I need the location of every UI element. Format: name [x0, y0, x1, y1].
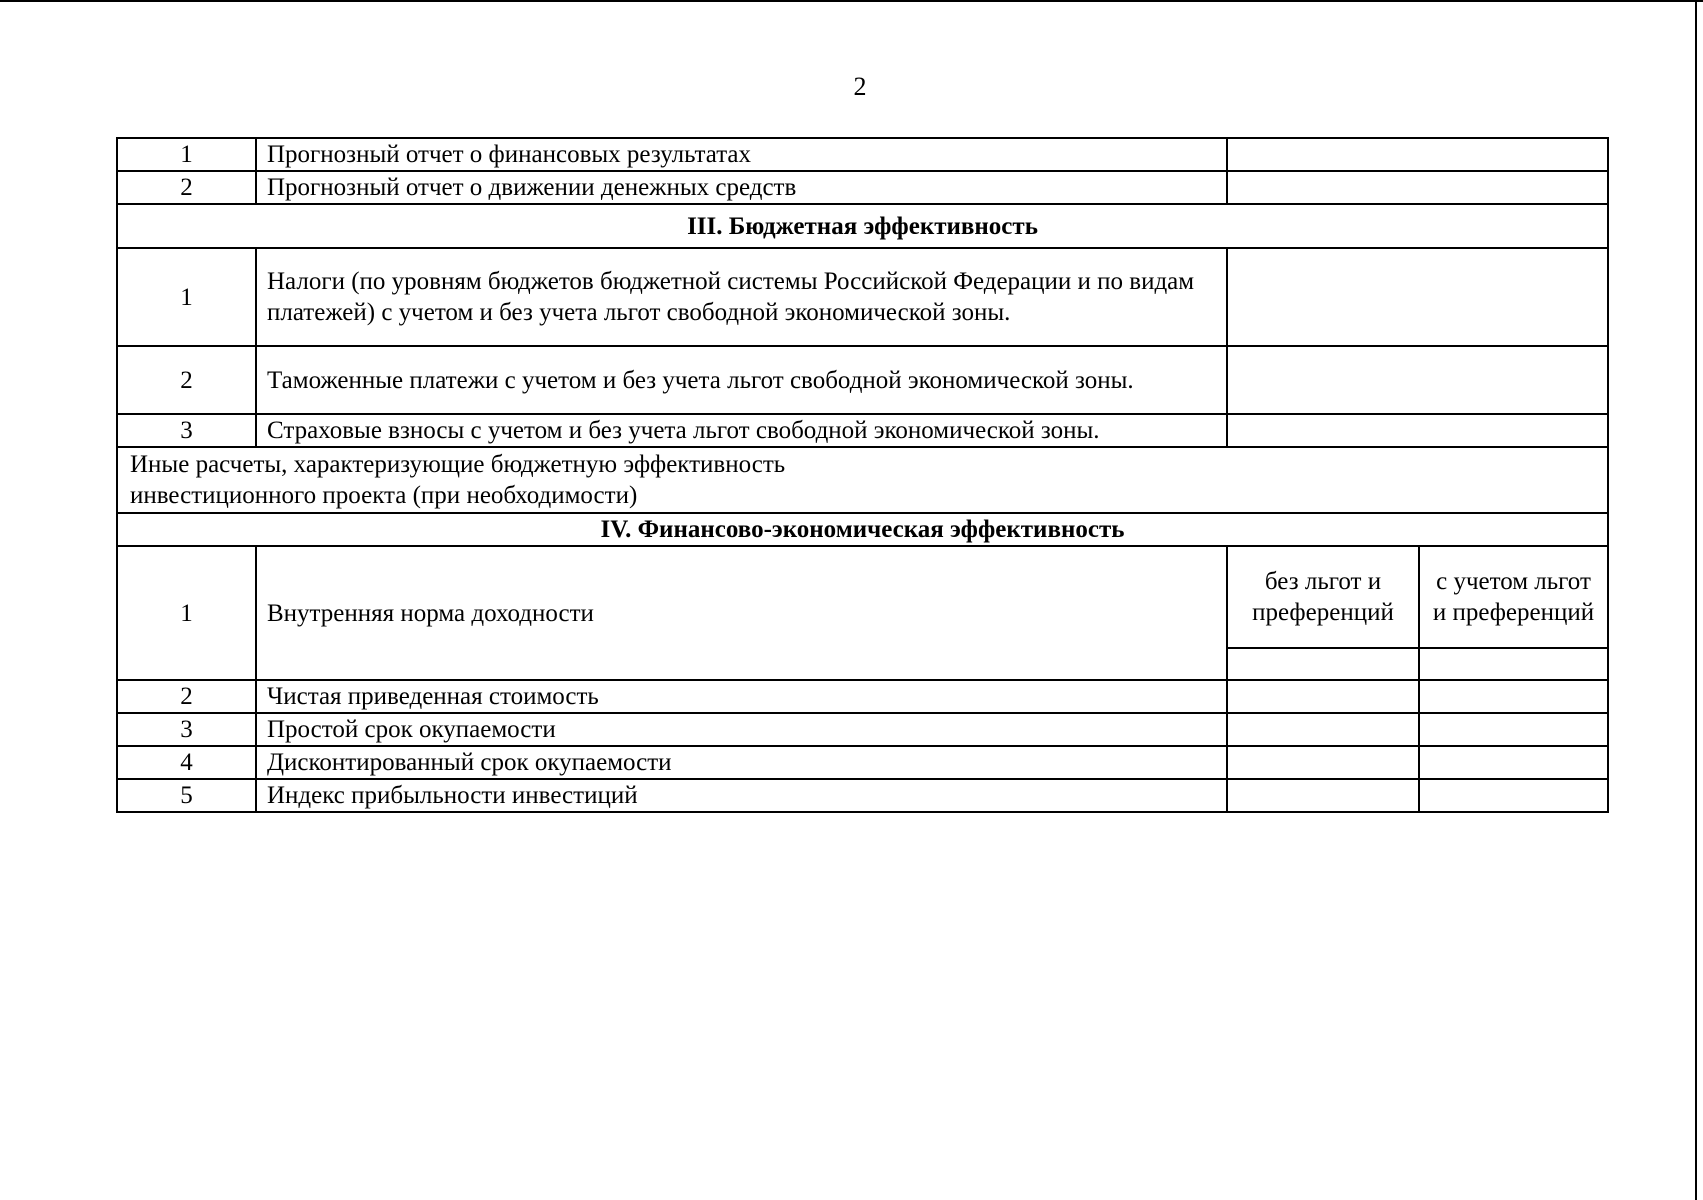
row-number: 4 [117, 746, 256, 779]
value-cell [1227, 138, 1608, 171]
value-cell [1419, 648, 1608, 680]
report-table [116, 137, 1609, 813]
value-cell [1419, 746, 1608, 779]
section-4-title: IV. Финансово-экономическая эффективность [117, 513, 1608, 546]
value-cell [1227, 171, 1608, 204]
value-cell [1227, 248, 1608, 346]
column-header-with-benefits: с учетом льгот и преференций [1419, 546, 1608, 648]
row-number: 1 [117, 138, 256, 171]
section-3-note [117, 447, 1608, 513]
page-right-edge [1695, 0, 1697, 1200]
row-number: 2 [117, 346, 256, 414]
row-text: Простой срок окупаемости [256, 713, 1227, 746]
row-text: Индекс прибыльности инвестиций [256, 779, 1227, 812]
row-number: 3 [117, 713, 256, 746]
section-header-row [117, 204, 1608, 248]
value-cell [1227, 713, 1419, 746]
value-cell [1227, 779, 1419, 812]
table-row [117, 346, 1608, 414]
row-text: Налоги (по уровням бюджетов бюджетной системы Российской Федерации и по видам платежей) с учетом и без учета льгот свободной экономической зоны. [256, 248, 1227, 346]
row-number: 2 [117, 171, 256, 204]
table-row [117, 680, 1608, 713]
value-cell [1227, 414, 1608, 447]
value-cell [1227, 680, 1419, 713]
row-text: Дисконтированный срок окупаемости [256, 746, 1227, 779]
table-row [117, 713, 1608, 746]
section-header-row [117, 513, 1608, 546]
row-number: 2 [117, 680, 256, 713]
table-row [117, 414, 1608, 447]
table-row [117, 171, 1608, 204]
row-text: Прогнозный отчет о движении денежных средств [256, 171, 1227, 204]
page-number: 2 [853, 72, 867, 101]
note-row [117, 447, 1608, 513]
row-text: Таможенные платежи с учетом и без учета льгот свободной экономической зоны. [256, 346, 1227, 414]
value-cell [1227, 746, 1419, 779]
table-row [117, 248, 1608, 346]
row-number: 5 [117, 779, 256, 812]
page-top-edge [0, 0, 1703, 2]
row-number: 1 [117, 546, 256, 680]
row-text: Внутренняя норма доходности [256, 546, 1227, 680]
row-text: Страховые взносы с учетом и без учета льгот свободной экономической зоны. [256, 414, 1227, 447]
table-row [117, 779, 1608, 812]
note-line: инвестиционного проекта (при необходимости) [130, 482, 638, 509]
value-cell [1227, 648, 1419, 680]
value-cell [1419, 680, 1608, 713]
table-row [117, 546, 1608, 648]
value-cell [1227, 346, 1608, 414]
row-number: 3 [117, 414, 256, 447]
row-text: Прогнозный отчет о финансовых результатах [256, 138, 1227, 171]
section-3-title: III. Бюджетная эффективность [117, 204, 1608, 248]
value-cell [1419, 779, 1608, 812]
row-text: Чистая приведенная стоимость [256, 680, 1227, 713]
value-cell [1419, 713, 1608, 746]
note-line: Иные расчеты, характеризующие бюджетную эффективность [130, 451, 786, 478]
table-row [117, 138, 1608, 171]
table-row [117, 746, 1608, 779]
column-header-without-benefits: без льгот и преференций [1227, 546, 1419, 648]
row-number: 1 [117, 248, 256, 346]
